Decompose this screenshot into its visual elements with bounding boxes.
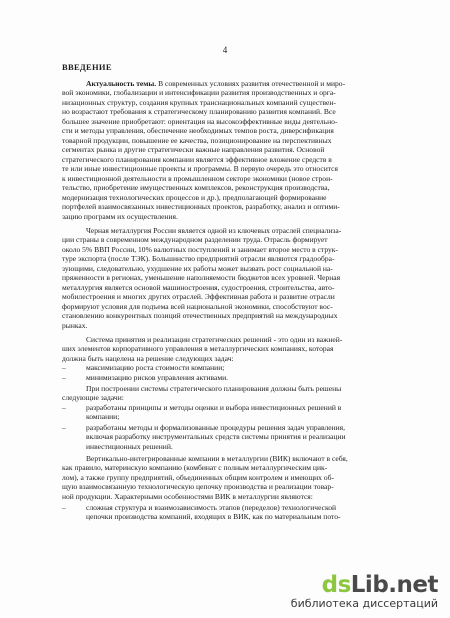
text-line: низационных структур, создания крупных транснациональных компаний существен- [62,98,336,107]
text-line: Вертикально-интегрированные компании в металлургии (ВИК) включают в себя, [86,454,348,463]
text-line: лом), а также группу предприятий, объединенных общим контролем и имеющих об- [62,473,334,482]
text-line: стратегического планирования компании является эффективное вложение средств в [62,155,332,164]
text-line: к инвестиционной деятельности в промышленном секторе экономики (новое строи- [62,174,333,183]
list-bullet: – [62,403,66,412]
text-line: пряженности в регионах, уменьшение наполняемости бюджетов всех уровней. Черная [62,273,341,282]
list-item: компании; [86,412,120,421]
list-item: сложная структура и взаимозависимость этапов (переделов) технологической [86,503,337,512]
text-line: щую взаимосвязанную технологическую цепочку производства и реализации товар- [62,482,334,491]
text-line: Черная металлургия России является одной из ключевых отраслей специализа- [86,226,342,235]
text-line: около 5% ВВП России, 10% валютных поступлений и занимает второе место в струк- [62,245,338,254]
text-line: большее значение приобретают: ориентация на высокоэффективные виды деятельно- [62,117,338,126]
text-line: формируют условия для подъема всей национальной экономики, способствуют вос- [62,302,333,311]
text-line: Система принятия и реализации стратегических решений - это один из важней- [86,335,343,344]
text-line: зацию программ их осуществления. [62,212,178,221]
list-item: разработаны методы и формализованные процедуры решения задач управления, [86,423,346,432]
text-line: как правило, материнскую компанию (комбинат с полным металлургическим цик- [62,463,328,472]
text-line: металлургия является основой машиностроения, судостроения, строительства, авто- [62,283,335,292]
page-number: 4 [222,45,228,55]
text-line: зующими, следовательно, ухудшение их работы может вызвать рост социальной на- [62,264,333,273]
text-line: тельство, приобретение имущественных комплексов, реконструкция производства, [62,183,330,192]
list-item: цепочки производства компаний, входящих в ВИК, как по материальным пото- [86,512,341,521]
text-line: но возрастают требования к стратегическому планированию развития компаний. Все [62,107,336,116]
text-line: сти и методы управления, обеспечение необходимых темпов роста, диверсификация [62,126,334,135]
list-bullet: – [62,373,66,382]
list-bullet: – [62,503,66,512]
list-item: минимизацию рисков управления активами. [86,373,229,382]
section-heading: ВВЕДЕНИЕ [62,62,112,72]
dslib-logo: dsLib.net [321,572,438,598]
list-item: разработаны принципы и методы оценки и выбора инвестиционных решений в [86,403,342,412]
section-title: Актуальность темы. [86,79,157,88]
dslib-watermark[interactable] [291,573,438,610]
text-line: ции страны в современном международном разделении труда. Отрасль формирует [62,235,328,244]
text-line: портфелей взаимосвязанных инвестиционных проектов, разработку, анализ и оптими- [62,202,340,211]
text-line: Актуальность темы. В современных условиях развития отечественной и миро- [86,79,346,88]
text-line: туре экспорта (после ТЭК). Большинство предприятий отрасли являются градообра- [62,254,335,263]
text-line: рынках. [62,321,88,330]
text-line: ших элементов корпоративного управления в металлургических компаниях, которая [62,344,334,353]
text-line: ной продукции. Характерными особенностями ВИК в металлургии являются: [62,492,313,501]
text-line: мобилестроения и многих других отраслей. Эффективная работа и развитие отрасли [62,292,335,301]
list-item: инвестиционных решений. [86,442,173,451]
text-line: те или иные инвестиционные проекты и программы. В первую очередь это относится [62,164,338,173]
text-line: модернизация технологических процессов и др.), предполагающей формирование [62,193,327,202]
list-item: максимизацию роста стоимости компании; [86,363,225,372]
text-line: товарной продукции, повышение ее качества, позиционирование на перспективных [62,136,332,145]
text-line: должна быть нацелена на решение следующих задач: [62,354,234,363]
text-line: следующие задачи: [62,393,124,402]
text-line: сегментах рынка и другие стратегически важные направления развития. Основой [62,145,325,154]
text-line: вой экономики, глобализации и интенсификации развития производственных и орга- [62,88,336,97]
list-bullet: – [62,363,66,372]
dslib-tagline: библиотека диссертаций [290,597,438,610]
text-line: При построении системы стратегического планирования должны быть решены [86,384,342,393]
list-item: включая разработку инструментальных средств системы принятия и реализации [86,432,346,441]
list-bullet: – [62,423,66,432]
text-line: становлению конкурентных позиций отечественных предприятий на международных [62,311,338,320]
